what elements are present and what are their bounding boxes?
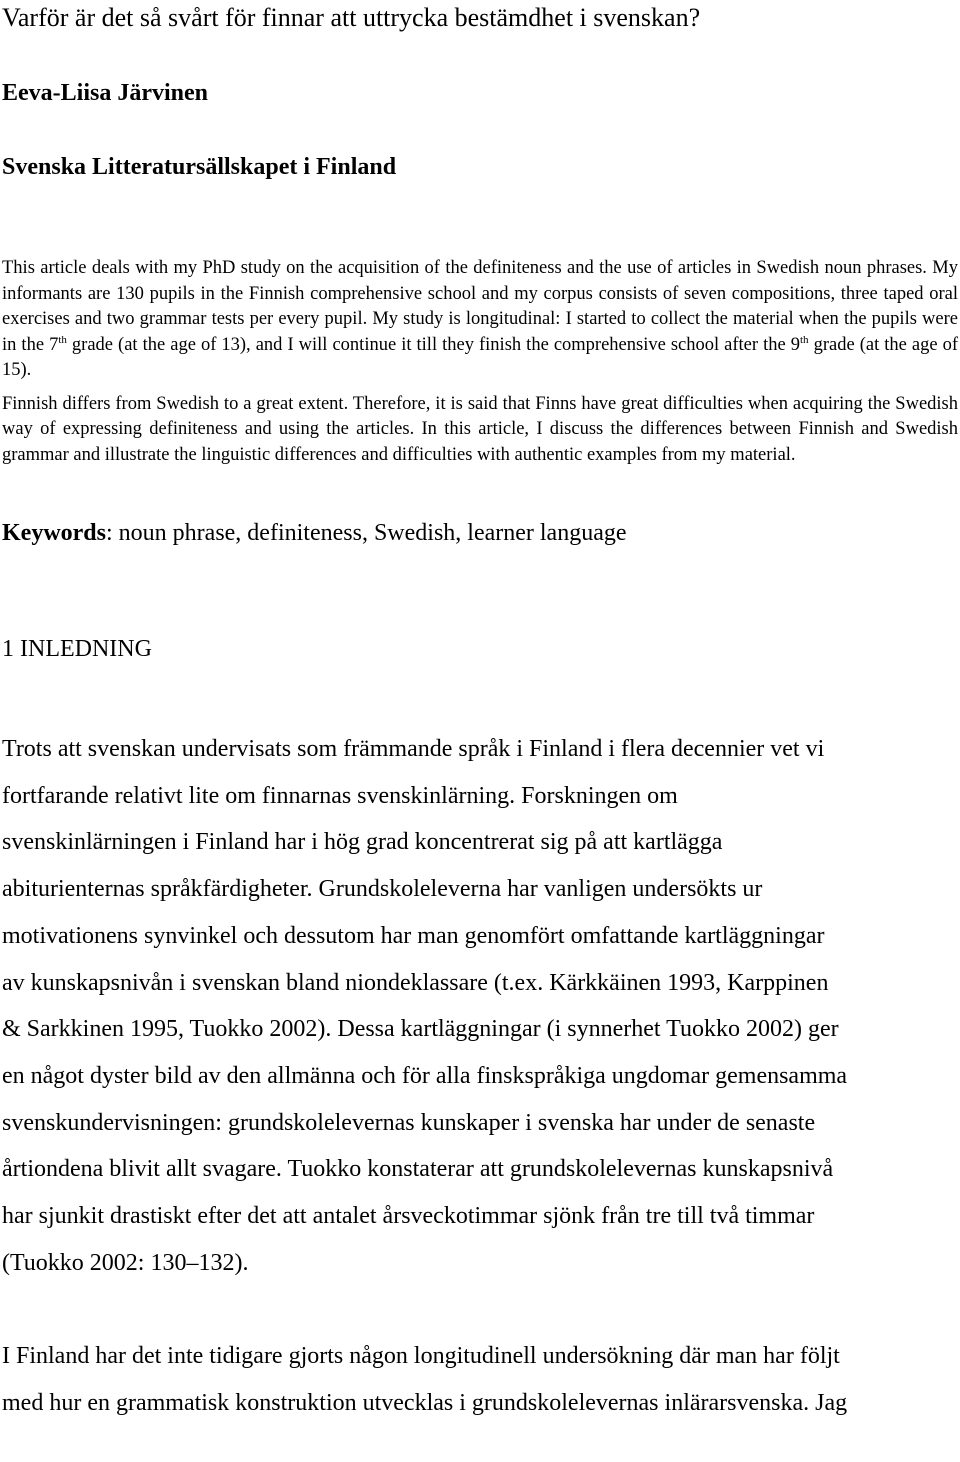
text-line: (Tuokko 2002: 130–132). [2, 1249, 249, 1276]
author-name: Eeva-Liisa Järvinen [2, 80, 209, 106]
section-heading: 1 INLEDNING [2, 636, 152, 662]
body-paragraph-2 [2, 1333, 958, 1426]
text-line: med hur en grammatisk konstruktion utvecklas i grundskolelevernas inlärarsvenska. Jag [2, 1389, 848, 1416]
abstract [2, 256, 958, 468]
text-line: & Sarkkinen 1995, Tuokko 2002). Dessa kartläggningar (i synnerhet Tuokko 2002) ger [2, 1016, 839, 1043]
text-line: I Finland har det inte tidigare gjorts någon longitudinell undersökning där man har följt [2, 1343, 840, 1370]
keywords-separator: : [106, 520, 119, 546]
text-line: svenskinlärningen i Finland har i hög grad koncentrerat sig på att kartlägga [2, 829, 723, 856]
keywords-value: noun phrase, definiteness, Swedish, learner language [118, 520, 627, 546]
text-line: årtiondena blivit allt svagare. Tuokko konstaterar att grundskolelevernas kunskapsnivå [2, 1156, 834, 1183]
ordinal-superscript: th [799, 333, 809, 346]
text-line: av kunskapsnivån i svenskan bland niondeklassare (t.ex. Kärkkäinen 1993, Karppinen [2, 969, 829, 996]
text-line: en något dyster bild av den allmänna och för alla finskspråkiga ungdomar gemensamma [2, 1062, 848, 1089]
abstract-text-part-3: grade (at the age of 15). [2, 334, 959, 380]
abstract-text-part-1: This article deals with my PhD study on the acquisition of the definiteness and the use of articles in Swedish noun phrases. My informants are 130 pupils in the Finnish comprehensive school and my corpus consists of seven compositions, three taped oral exercises and two grammar tests per every pupil. My study is longitudinal: I started to collect the material when the pupils were in the 7 [2, 258, 958, 355]
document-page [2, 0, 958, 1427]
abstract-paragraph-2: Finnish differs from Swedish to a great extent. Therefore, it is said that Finns have great difficulties when acquiring the Swedish way of expressing definiteness and using the articles. In this article, I discuss the differences between Finnish and Swedish grammar and illustrate the linguistic differences and difficulties with authentic examples from my material. [2, 393, 958, 465]
text-line: motivationens synvinkel och dessutom har man genomfört omfattande kartläggningar [2, 922, 825, 949]
ordinal-superscript: th [58, 333, 67, 346]
text-line: svenskundervisningen: grundskolelevernas kunskaper i svenska har under de senaste [2, 1109, 816, 1136]
keywords [2, 518, 958, 548]
body-paragraph-1 [2, 726, 958, 1286]
text-line: har sjunkit drastiskt efter det att antalet årsveckotimmar sjönk från tre till två timmar [2, 1203, 815, 1230]
abstract-paragraph-1 [2, 256, 958, 384]
text-line: abiturienternas språkfärdigheter. Grundskoleleverna har vanligen undersökts ur [2, 876, 763, 903]
text-line: Trots att svenskan undervisats som främmande språk i Finland i flera decennier vet vi [2, 736, 825, 762]
author-affiliation: Svenska Litteratursällskapet i Finland [2, 154, 397, 180]
abstract-text-part-2: grade (at the age of 13), and I will continue it till they finish the comprehensive school after the 9 [66, 334, 800, 355]
text-line: fortfarande relativt lite om finnarnas svenskinlärning. Forskningen om [2, 782, 678, 809]
document-title: Varför är det så svårt för finnar att uttrycka bestämdhet i svenskan? [2, 3, 701, 32]
keywords-label: Keywords [2, 520, 106, 546]
section-body [2, 726, 958, 1427]
